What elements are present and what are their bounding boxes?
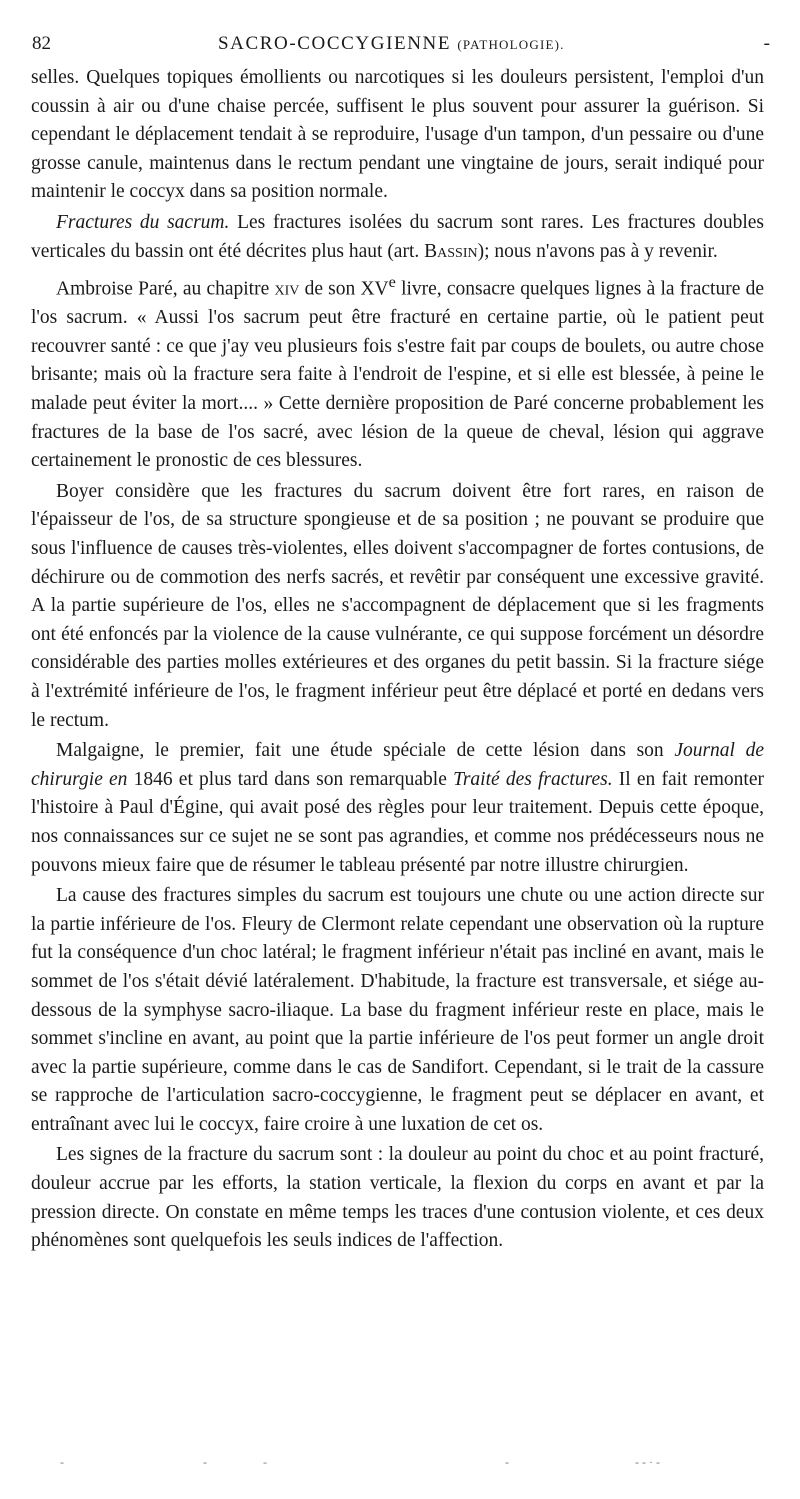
paragraph-2-text-b: ); nous n'avons pas à y revenir. <box>477 240 718 262</box>
footer-mark: - <box>203 1455 207 1469</box>
cross-reference-bassin: Bassin <box>424 240 478 262</box>
paragraph-5-text-b: 1846 et plus tard dans son remarquable <box>127 768 454 790</box>
paragraph-1: selles. Quelques topiques émollients ou narcotiques si les douleurs persistent, l'emploi d'un coussin à air ou d'une chaise percée, suffisent le plus souvent pour assurer la guérison. Si cependant le déplacement tendait à se reproduire, l'usage d'un tampon, d'un pessaire ou d'une grosse canule, maintenus dans le rectum pendant une vingtaine de jours, serait indiqué pour maintenir le coccyx dans sa position normale. <box>31 67 764 203</box>
paragraph-3 <box>31 268 764 476</box>
paragraph-6: La cause des fractures simples du sacrum est toujours une chute ou une action directe sur la partie inférieure de l'os. Fleury de Clermont relate cependant une observation où la rupture fut la conséquence d'un choc latéral; le fragment inférieur n'était pas incliné en avant, mais le sommet de l'os s'était dévié latéralement. D'habitude, la fracture est transversale, et siége au-dessous de la symphyse sacro-iliaque. La base du fragment inférieur reste en place, mais le sommet s'incline en avant, au point que la partie inférieure de l'os peut former un angle droit avec la partie supérieure, comme dans le cas de Sandifort. Cependant, si le trait de la cassure se rapproche de l'articulation sacro-coccygienne, le fragment peut se déplacer en avant, et entraînant avec lui le coccyx, faire croire à une luxation de cet os. <box>31 885 764 1135</box>
body-text <box>31 64 764 1258</box>
running-title: SACRO-COCCYGIENNE <box>218 33 452 54</box>
paragraph-7: Les signes de la fracture du sacrum sont : la douleur au point du choc et au point fracturé, douleur accrue par les efforts, la station verticale, la flexion du corps en avant et par la pression directe. On constate en même temps les traces d'une contusion violente, et ces deux phénomènes sont quelquefois les seuls indices de l'affection. <box>31 1144 764 1252</box>
paragraph-2 <box>31 209 764 266</box>
page-number: 82 <box>32 33 51 54</box>
paragraph-3-text-c: livre, consacre quelques lignes à la fracture de l'os sacrum. « Aussi l'os sacrum peut être fracturé en certaine partie, où le patient peut recouvrer santé : ce que j'ay veu plusieurs fois s'estre fait par coups de boulets, ou autre chose brisante; mais où la fracture sera faite à l'endroit de l'espine, et si elle est blessée, à peine le malade peut éviter la mort.... » Cette dernière proposition de Paré concerne probablement les fractures de la base de l'os sacré, avec lésion de la queue de cheval, lésion qui aggrave certainement le pronostic de ces blessures. <box>31 278 764 472</box>
paragraph-5-text-c: Il en fait remonter l'histoire à Paul d'Égine, qui avait posé des règles pour leur traitement. Depuis cette époque, nos connaissances sur ce sujet ne se sont pas agrandies, et comme nos prédécesseurs nous ne pouvons mieux faire que de résumer le tableau présenté par notre illustre chirurgien. <box>31 768 765 876</box>
running-subtitle: (PATHOLOGIE). <box>457 37 565 52</box>
footer-mark: - - · - <box>635 1455 660 1469</box>
treatise-title: Traité des fractures. <box>453 768 613 790</box>
paragraph-3-text-b: de son XV <box>299 278 389 300</box>
page-header <box>32 33 770 59</box>
paragraph-5 <box>31 737 764 880</box>
running-head <box>218 33 565 55</box>
chapter-number: xiv <box>274 278 300 300</box>
footer-mark: - <box>263 1455 267 1469</box>
paragraph-3-text-a: Ambroise Paré, au chapitre <box>56 278 275 300</box>
header-mark: - <box>763 33 770 54</box>
footer-mark: - <box>60 1455 64 1469</box>
paragraph-5-text-a: Malgaigne, le premier, fait une étude spéciale de cette lésion dans son <box>56 740 675 762</box>
footer-marks <box>60 1455 760 1469</box>
section-heading-fractures-du-sacrum: Fractures du sacrum. <box>56 211 230 233</box>
paragraph-4: Boyer considère que les fractures du sacrum doivent être fort rares, en raison de l'épaisseur de l'os, de sa structure spongieuse et de sa position ; ne pouvant se produire que sous l'influence de causes très-violentes, elles doivent s'accompagner de fortes contusions, de déchirure ou de commotion des nerfs sacrés, et revêtir par conséquent une excessive gravité. A la partie supérieure de l'os, elles ne s'accompagnent de déplacement que si les fragments ont été enfoncés par la violence de la cause vulnérante, ce qui suppose forcément un désordre considérable des parties molles extérieures et des organes du petit bassin. Si la fracture siége à l'extrémité inférieure de l'os, le fragment inférieur peut être déplacé et porté en dedans vers le rectum. <box>31 480 764 731</box>
ordinal-superscript: e <box>388 273 396 292</box>
journal-title: Journal de chirurgie en <box>31 740 765 790</box>
paragraph-2-text-a: Les fractures isolées du sacrum sont rares. Les fractures doubles verticales du bassin ont été décrites plus haut (art. <box>31 211 764 262</box>
footer-mark: - <box>505 1455 509 1469</box>
